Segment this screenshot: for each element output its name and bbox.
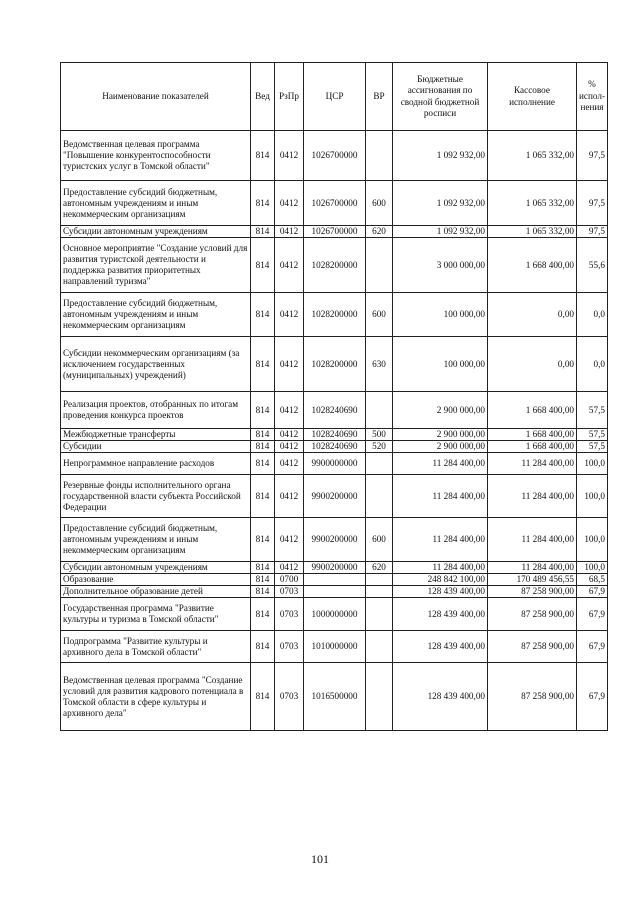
cell-ved: 814 (251, 574, 275, 586)
cell-ved: 814 (251, 562, 275, 574)
cell-vr (366, 598, 393, 631)
cell-ved: 814 (251, 226, 275, 238)
cell-pct: 57,5 (577, 441, 608, 453)
cell-ved: 814 (251, 598, 275, 631)
cell-cash: 1 668 400,00 (488, 392, 577, 429)
cell-name: Субсидии (61, 441, 251, 453)
cell-cash: 87 258 900,00 (488, 663, 577, 731)
cell-csr: 1026700000 (304, 226, 366, 238)
cell-budget: 11 284 400,00 (393, 453, 488, 475)
cell-budget: 1 092 932,00 (393, 226, 488, 238)
table-row (61, 518, 608, 562)
cell-ved: 814 (251, 663, 275, 731)
cell-budget: 2 900 000,00 (393, 441, 488, 453)
cell-vr (366, 475, 393, 518)
cell-vr: 620 (366, 226, 393, 238)
table-row (61, 453, 608, 475)
cell-cash: 170 489 456,55 (488, 574, 577, 586)
cell-ved: 814 (251, 441, 275, 453)
cell-name: Субсидии некоммерческим организациям (за исключением государственных (муниципальных) учреждений) (61, 337, 251, 392)
cell-budget: 2 900 000,00 (393, 429, 488, 441)
table-row (61, 475, 608, 518)
cell-ved: 814 (251, 475, 275, 518)
cell-vr (366, 392, 393, 429)
cell-csr: 1000000000 (304, 598, 366, 631)
cell-budget: 1 092 932,00 (393, 181, 488, 226)
cell-cash: 87 258 900,00 (488, 631, 577, 663)
table-row (61, 293, 608, 337)
cell-vr (366, 663, 393, 731)
cell-csr: 1028200000 (304, 293, 366, 337)
cell-pct: 67,9 (577, 598, 608, 631)
cell-csr: 1016500000 (304, 663, 366, 731)
cell-pct: 97,5 (577, 131, 608, 181)
cell-name: Межбюджетные трансферты (61, 429, 251, 441)
cell-name: Резервные фонды исполнительного органа государственной власти субъекта Российской Федерации (61, 475, 251, 518)
cell-cash: 1 065 332,00 (488, 226, 577, 238)
cell-rzpr: 0412 (275, 441, 304, 453)
cell-vr: 630 (366, 337, 393, 392)
cell-name: Ведомственная целевая программа "Повышение конкурентоспособности туристских услуг в Томской области" (61, 131, 251, 181)
cell-rzpr: 0412 (275, 181, 304, 226)
cell-name: Предоставление субсидий бюджетным, автономным учреждениям и иным некоммерческим организациям (61, 181, 251, 226)
cell-cash: 11 284 400,00 (488, 475, 577, 518)
table-row (61, 574, 608, 586)
cell-rzpr: 0412 (275, 392, 304, 429)
table-row (61, 598, 608, 631)
cell-ved: 814 (251, 337, 275, 392)
cell-ved: 814 (251, 293, 275, 337)
cell-pct: 0,0 (577, 293, 608, 337)
cell-name: Предоставление субсидий бюджетным, автономным учреждениям и иным некоммерческим организациям (61, 518, 251, 562)
cell-name: Государственная программа "Развитие культуры и туризма в Томской области" (61, 598, 251, 631)
cell-vr (366, 631, 393, 663)
cell-cash: 11 284 400,00 (488, 453, 577, 475)
cell-csr: 9900200000 (304, 475, 366, 518)
cell-vr (366, 131, 393, 181)
cell-ved: 814 (251, 518, 275, 562)
cell-budget: 2 900 000,00 (393, 392, 488, 429)
cell-pct: 57,5 (577, 392, 608, 429)
cell-ved: 814 (251, 238, 275, 293)
cell-budget: 128 439 400,00 (393, 586, 488, 598)
cell-rzpr: 0412 (275, 475, 304, 518)
cell-budget: 100 000,00 (393, 293, 488, 337)
cell-name: Непрограммное направление расходов (61, 453, 251, 475)
cell-rzpr: 0412 (275, 238, 304, 293)
table-row (61, 337, 608, 392)
cell-csr: 1028240690 (304, 392, 366, 429)
cell-name: Дополнительное образование детей (61, 586, 251, 598)
cell-pct: 97,5 (577, 181, 608, 226)
cell-csr: 1028200000 (304, 238, 366, 293)
cell-budget: 128 439 400,00 (393, 663, 488, 731)
cell-budget: 128 439 400,00 (393, 598, 488, 631)
cell-rzpr: 0412 (275, 453, 304, 475)
cell-rzpr: 0412 (275, 131, 304, 181)
page-number: 101 (311, 852, 329, 866)
cell-cash: 87 258 900,00 (488, 598, 577, 631)
cell-csr: 1010000000 (304, 631, 366, 663)
budget-table (60, 62, 608, 731)
cell-budget: 128 439 400,00 (393, 631, 488, 663)
cell-budget: 11 284 400,00 (393, 562, 488, 574)
table-row (61, 441, 608, 453)
cell-name: Субсидии автономным учреждениям (61, 226, 251, 238)
table-row (61, 131, 608, 181)
table-header-row (61, 63, 608, 131)
cell-ved: 814 (251, 392, 275, 429)
cell-name: Предоставление субсидий бюджетным, автономным учреждениям и иным некоммерческим организациям (61, 293, 251, 337)
cell-vr (366, 453, 393, 475)
cell-vr (366, 586, 393, 598)
cell-cash: 87 258 900,00 (488, 586, 577, 598)
cell-budget: 3 000 000,00 (393, 238, 488, 293)
cell-ved: 814 (251, 131, 275, 181)
cell-name: Подпрограмма "Развитие культуры и архивного дела в Томской области" (61, 631, 251, 663)
cell-name: Реализация проектов, отобранных по итогам проведения конкурса проектов (61, 392, 251, 429)
cell-ved: 814 (251, 586, 275, 598)
cell-csr: 9900200000 (304, 562, 366, 574)
cell-pct: 68,5 (577, 574, 608, 586)
cell-rzpr: 0412 (275, 429, 304, 441)
cell-vr (366, 238, 393, 293)
cell-pct: 67,9 (577, 586, 608, 598)
cell-cash: 11 284 400,00 (488, 562, 577, 574)
cell-csr (304, 586, 366, 598)
table-row (61, 586, 608, 598)
cell-rzpr: 0703 (275, 598, 304, 631)
header-name: Наименование показателей (61, 63, 251, 131)
cell-vr: 600 (366, 293, 393, 337)
cell-budget: 1 092 932,00 (393, 131, 488, 181)
cell-cash: 1 668 400,00 (488, 441, 577, 453)
cell-ved: 814 (251, 631, 275, 663)
cell-pct: 100,0 (577, 518, 608, 562)
cell-rzpr: 0700 (275, 574, 304, 586)
cell-pct: 100,0 (577, 562, 608, 574)
cell-pct: 100,0 (577, 453, 608, 475)
cell-rzpr: 0703 (275, 631, 304, 663)
cell-rzpr: 0412 (275, 562, 304, 574)
table-row (61, 238, 608, 293)
cell-csr: 9900000000 (304, 453, 366, 475)
cell-vr: 620 (366, 562, 393, 574)
cell-cash: 1 668 400,00 (488, 429, 577, 441)
cell-vr (366, 574, 393, 586)
cell-csr: 1028200000 (304, 337, 366, 392)
cell-rzpr: 0412 (275, 337, 304, 392)
cell-budget: 100 000,00 (393, 337, 488, 392)
cell-cash: 1 065 332,00 (488, 181, 577, 226)
cell-vr: 520 (366, 441, 393, 453)
cell-pct: 57,5 (577, 429, 608, 441)
cell-budget: 11 284 400,00 (393, 518, 488, 562)
cell-pct: 97,5 (577, 226, 608, 238)
cell-csr: 1026700000 (304, 181, 366, 226)
cell-pct: 67,9 (577, 663, 608, 731)
cell-csr: 1028240690 (304, 429, 366, 441)
cell-name: Субсидии автономным учреждениям (61, 562, 251, 574)
cell-csr: 1026700000 (304, 131, 366, 181)
header-csr: ЦСР (304, 63, 366, 131)
table-row (61, 181, 608, 226)
cell-cash: 1 668 400,00 (488, 238, 577, 293)
header-ved: Вед (251, 63, 275, 131)
cell-csr (304, 574, 366, 586)
cell-rzpr: 0703 (275, 663, 304, 731)
cell-pct: 0,0 (577, 337, 608, 392)
table-row (61, 562, 608, 574)
cell-cash: 0,00 (488, 337, 577, 392)
cell-ved: 814 (251, 429, 275, 441)
cell-name: Образование (61, 574, 251, 586)
cell-cash: 1 065 332,00 (488, 131, 577, 181)
cell-vr: 500 (366, 429, 393, 441)
table-row (61, 663, 608, 731)
cell-name: Ведомственная целевая программа "Создание условий для развития кадрового потенциала в Томской области в сфере культуры и архивного дела" (61, 663, 251, 731)
cell-rzpr: 0703 (275, 586, 304, 598)
cell-budget: 11 284 400,00 (393, 475, 488, 518)
cell-rzpr: 0412 (275, 226, 304, 238)
header-budget: Бюджетные ассигнования по сводной бюджетной росписи (393, 63, 488, 131)
header-rzpr: РзПр (275, 63, 304, 131)
table-row (61, 392, 608, 429)
cell-pct: 55,6 (577, 238, 608, 293)
cell-ved: 814 (251, 181, 275, 226)
cell-ved: 814 (251, 453, 275, 475)
table-row (61, 631, 608, 663)
cell-name: Основное мероприятие "Создание условий для развития туристской деятельности и поддержка развития приоритетных направлений туризма" (61, 238, 251, 293)
table-row (61, 429, 608, 441)
cell-cash: 0,00 (488, 293, 577, 337)
cell-vr: 600 (366, 181, 393, 226)
table-row (61, 226, 608, 238)
header-pct: % испол-нения (577, 63, 608, 131)
cell-cash: 11 284 400,00 (488, 518, 577, 562)
cell-pct: 67,9 (577, 631, 608, 663)
table-body (61, 131, 608, 731)
cell-csr: 1028240690 (304, 441, 366, 453)
cell-pct: 100,0 (577, 475, 608, 518)
header-cash: Кассовое исполнение (488, 63, 577, 131)
cell-csr: 9900200000 (304, 518, 366, 562)
cell-budget: 248 842 100,00 (393, 574, 488, 586)
header-vr: ВР (366, 63, 393, 131)
cell-rzpr: 0412 (275, 293, 304, 337)
cell-rzpr: 0412 (275, 518, 304, 562)
cell-vr: 600 (366, 518, 393, 562)
